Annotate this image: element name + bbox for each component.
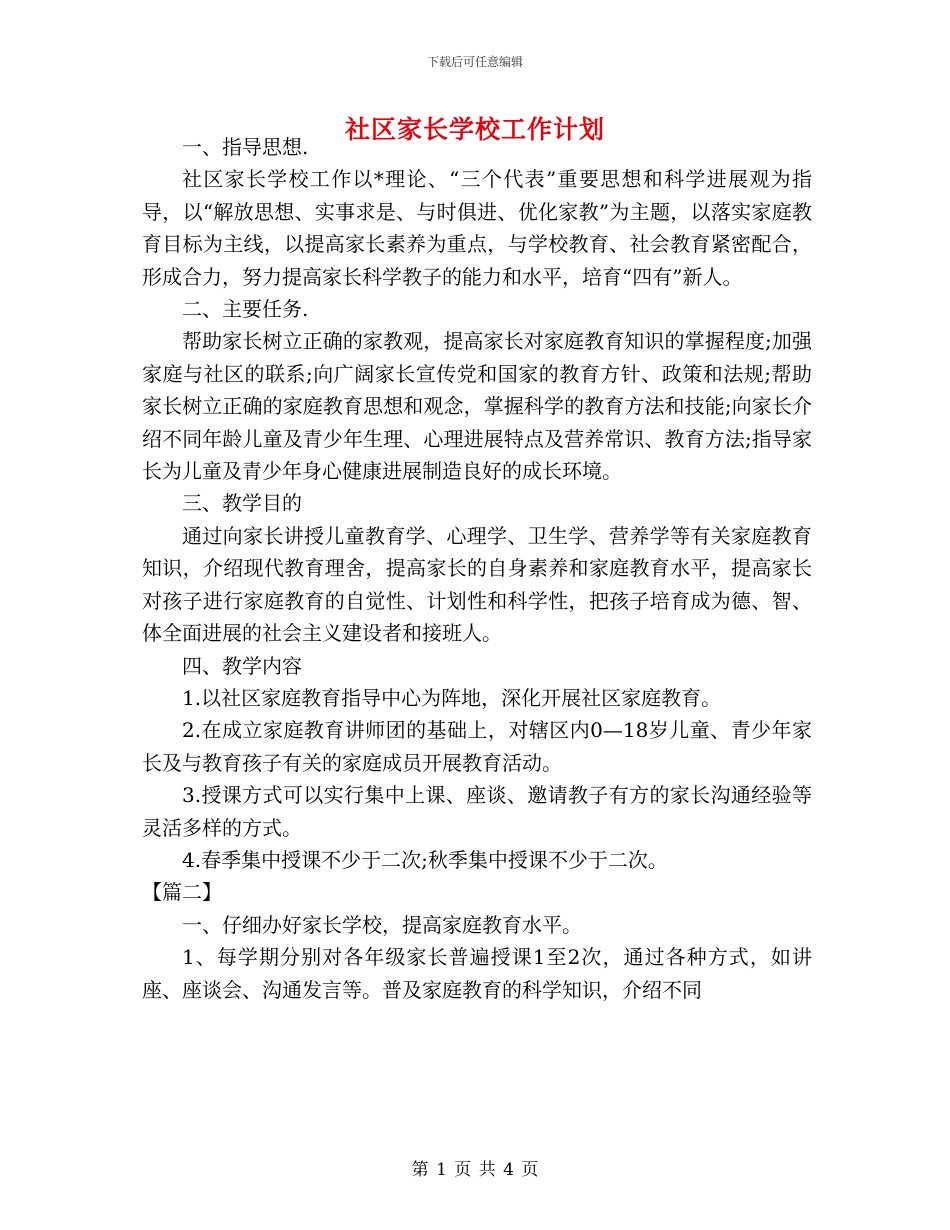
list-item: 2.在成立家庭教育讲师团的基础上，对辖区内0—18岁儿童、青少年家长及与教育孩子有关的家庭成员开展教育活动。 [142, 718, 812, 775]
paragraph: 1、每学期分别对各年级家长普遍授课1至2次，通过各种方式，如讲座、座谈会、沟通发言等。普及家庭教育的科学知识，介绍不同 [142, 945, 812, 1002]
paragraph: 通过向家长讲授儿童教育学、心理学、卫生学、营养学等有关家庭教育知识，介绍现代教育理舍，提高家长的自身素养和家庭教育水平，提高家长对孩子进行家庭教育的自觉性、计划性和科学性，把孩子培育成为德、智、体全面进展的社会主义建设者和接班人。 [142, 523, 812, 646]
document-body [142, 131, 812, 1006]
paragraph: 社区家长学校工作以*理论、“三个代表”重要思想和科学进展观为指导，以“解放思想、实事求是、与时俱进、优化家教”为主题，以落实家庭教育目标为主线，以提高家长素养为重点，与学校教育、社会教育紧密配合，形成合力，努力提高家长科学教子的能力和水平，培育“四有”新人。 [142, 167, 812, 289]
section-heading-main-tasks: 二、主要任务. [182, 297, 309, 322]
section-heading-teaching-purpose: 三、教学目的 [182, 491, 302, 516]
list-item: 4.春季集中授课不少于二次;秋季集中授课不少于二次。 [182, 847, 668, 872]
list-item: 1.以社区家庭教育指导中心为阵地，深化开展社区家庭教育。 [182, 685, 722, 710]
part-heading: 【篇二】 [142, 880, 222, 905]
header-note: 下载后可任意编辑 [426, 55, 523, 69]
list-item: 3.授课方式可以实行集中上课、座谈、邀请教子有方的家长沟通经验等灵活多样的方式。 [142, 783, 812, 840]
document-title: 社区家长学校工作计划 [344, 115, 605, 144]
paragraph: 帮助家长树立正确的家教观，提高家长对家庭教育知识的掌握程度;加强家庭与社区的联系;向广阔家长宣传党和国家的教育方针、政策和法规;帮助家长树立正确的家庭教育思想和观念，掌握科学的教育方法和技能;向家长介绍不同年龄儿童及青少年生理、心理进展特点及营养常识、教育方法;指导家长为儿童及青少年身心健康进展制造良好的成长环境。 [142, 329, 812, 484]
section-heading-teaching-content: 四、教学内容 [182, 653, 302, 678]
section-heading: 一、仔细办好家长学校，提高家庭教育水平。 [182, 912, 582, 937]
page-number: 第 1 页 共 4 页 [411, 1160, 539, 1180]
section-heading-guiding-ideology: 一、指导思想. [182, 135, 309, 159]
